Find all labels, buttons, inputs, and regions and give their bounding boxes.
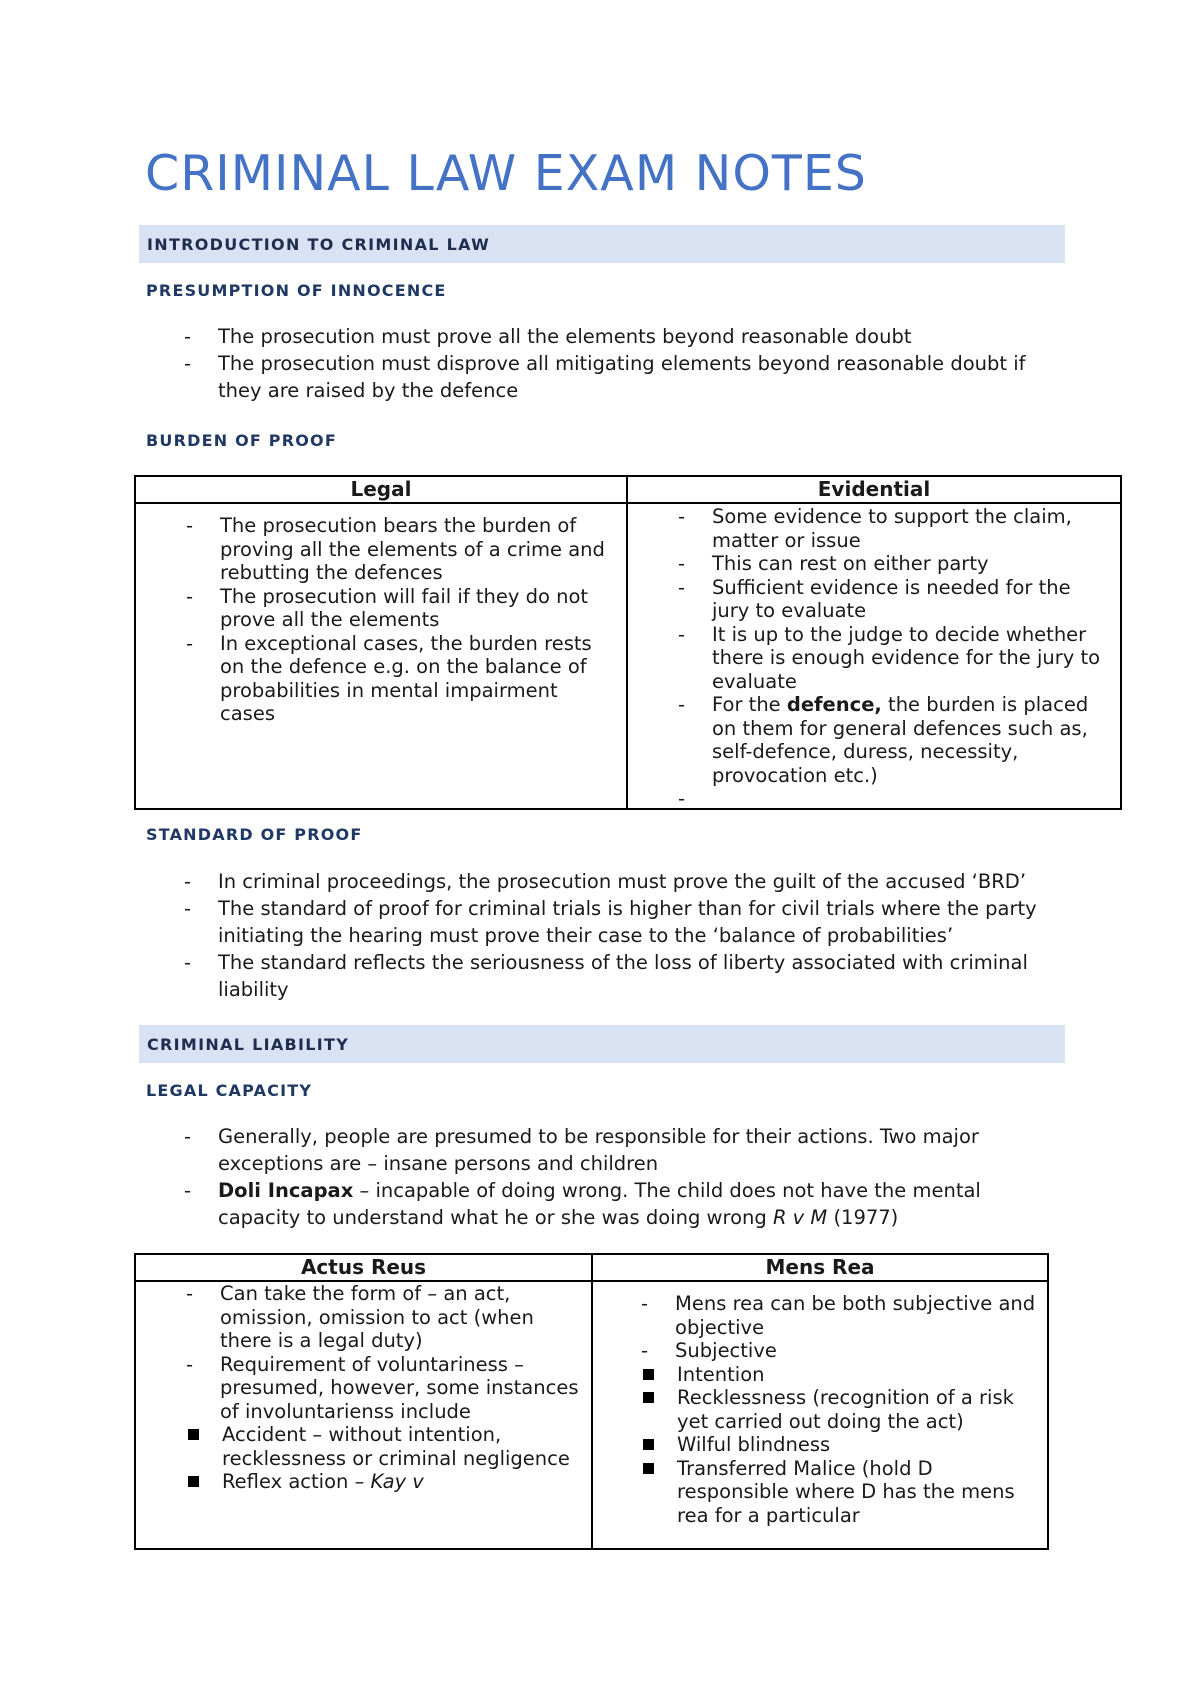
- evidential-list: [678, 505, 1112, 787]
- list-item: [678, 693, 1112, 787]
- document-title: CRIMINAL LAW EXAM NOTES: [145, 145, 867, 202]
- reflex-text: Reflex action –: [222, 1470, 371, 1493]
- sub-list-item: Accident – without intention, recklessness or criminal negligence: [186, 1423, 583, 1470]
- list-item: - The prosecution will fail if they do not prove all the elements: [186, 585, 618, 632]
- sub-list-item: Intention: [641, 1363, 1039, 1387]
- list-item: - The standard of proof for criminal trials is higher than for civil trials where the party initiating the hearing must prove their case to the ‘balance of probabilities’: [184, 895, 1074, 949]
- mens-cell: [592, 1281, 1048, 1549]
- case-year: (1977): [827, 1206, 899, 1229]
- list-item: - The prosecution must disprove all mitigating elements beyond reasonable doubt if they are raised by the defence: [184, 350, 1074, 404]
- list-item: - Can take the form of – an act, omission, omission to act (when there is a legal duty): [186, 1282, 583, 1353]
- list-item: - This can rest on either party: [678, 552, 1112, 576]
- capacity-list: [184, 1123, 1034, 1231]
- section-heading-liability: CRIMINAL LIABILITY: [147, 1035, 350, 1054]
- capacity-heading: LEGAL CAPACITY: [146, 1081, 313, 1100]
- actus-list: [186, 1282, 583, 1423]
- list-item: - It is up to the judge to decide whether there is enough evidence for the jury to evaluate: [678, 623, 1112, 694]
- defence-text-bold: defence,: [786, 693, 882, 716]
- actus-sublist: [186, 1423, 583, 1494]
- list-item: - In criminal proceedings, the prosecution must prove the guilt of the accused ‘BRD’: [184, 868, 1074, 895]
- reflex-case: Kay v: [370, 1470, 424, 1493]
- presumption-list: [184, 323, 1074, 404]
- list-item: - Sufficient evidence is needed for the jury to evaluate: [678, 576, 1112, 623]
- evidential-cell: [627, 503, 1121, 809]
- table-header-evidential: Evidential: [627, 476, 1121, 503]
- sub-list-item: Recklessness (recognition of a risk yet carried out doing the act): [641, 1386, 1039, 1433]
- defence-text-post: the burden is placed on them for general defences such as, self-defence, duress, necessity, provocation etc.): [712, 693, 1089, 787]
- list-item: - In exceptional cases, the burden rests on the defence e.g. on the balance of probabilities in mental impairment cases: [186, 632, 618, 726]
- mens-list: [641, 1292, 1039, 1363]
- list-item: - Mens rea can be both subjective and objective: [641, 1292, 1039, 1339]
- table-header-mens: Mens Rea: [592, 1254, 1048, 1281]
- table-header-legal: Legal: [135, 476, 627, 503]
- table-header-actus: Actus Reus: [135, 1254, 592, 1281]
- actus-cell: [135, 1281, 592, 1549]
- mens-sublist: [641, 1363, 1039, 1528]
- list-item: - Requirement of voluntariness – presumed, however, some instances of involuntarienss include: [186, 1353, 583, 1424]
- burden-table: [134, 475, 1122, 810]
- sub-list-item: Transferred Malice (hold D responsible where D has the mens rea for a particular: [641, 1457, 1039, 1528]
- section-bar-intro: [139, 225, 1065, 263]
- section-bar-liability: [139, 1025, 1065, 1063]
- list-item: - The prosecution bears the burden of proving all the elements of a crime and rebutting the defences: [186, 514, 618, 585]
- list-item: - The prosecution must prove all the elements beyond reasonable doubt: [184, 323, 1074, 350]
- case-citation: R v M: [772, 1206, 828, 1229]
- standard-heading: STANDARD OF PROOF: [146, 825, 363, 844]
- presumption-heading: PRESUMPTION OF INNOCENCE: [146, 281, 447, 300]
- standard-list: [184, 868, 1074, 1003]
- defence-text-pre: For the: [712, 693, 787, 716]
- doli-incapax-text: – incapable of doing wrong. The child does not have the mental capacity to understand what he or she was doing wrong: [218, 1179, 981, 1229]
- legal-cell: [135, 503, 627, 809]
- list-item: - The standard reflects the seriousness of the loss of liberty associated with criminal liability: [184, 949, 1074, 1003]
- sub-list-item: [186, 1470, 583, 1494]
- elements-table: [134, 1253, 1049, 1550]
- list-item: - Generally, people are presumed to be responsible for their actions. Two major exceptions are – insane persons and children: [184, 1123, 1034, 1177]
- burden-heading: BURDEN OF PROOF: [146, 431, 337, 450]
- list-item: - Subjective: [641, 1339, 1039, 1363]
- section-heading-intro: INTRODUCTION TO CRIMINAL LAW: [147, 235, 491, 254]
- list-item: [184, 1177, 1034, 1231]
- sub-list-item: Wilful blindness: [641, 1433, 1039, 1457]
- list-item: - Some evidence to support the claim, matter or issue: [678, 505, 1112, 552]
- doli-incapax-term: Doli Incapax: [218, 1179, 354, 1202]
- legal-list: [186, 514, 618, 726]
